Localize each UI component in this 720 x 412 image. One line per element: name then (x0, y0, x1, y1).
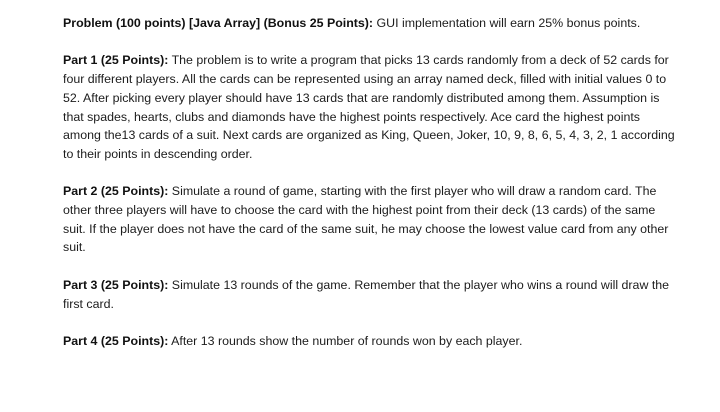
part-4-heading: Part 4 (25 Points): (63, 333, 169, 348)
part-2-heading: Part 2 (25 Points): (63, 184, 169, 199)
problem-intro-text: GUI implementation will earn 25% bonus points. (373, 16, 641, 30)
part-4-text: After 13 rounds show the number of rounds won by each player. (168, 333, 523, 348)
part-3-heading: Part 3 (25 Points): (63, 277, 169, 292)
part-1-heading: Part 1 (25 Points): (63, 53, 169, 68)
part-4-paragraph (63, 332, 680, 351)
part-3-paragraph (63, 276, 680, 313)
part-2-text: Simulate a round of game, starting with the first player who will draw a random card. The other three players will have to choose the card with the highest point from their deck (13 cards) of the same suit. If the player does not have the card of the same suit, he may choose the lowest value card from any other suit. (63, 184, 669, 255)
problem-intro (63, 14, 680, 33)
part-1-text: The problem is to write a program that picks 13 cards randomly from a deck of 52 cards for four different players. All the cards can be represented using an array named deck, filled with initial values 0 to 52. After picking every player should have 13 cards that are randomly distributed among them. Assumption is that spades, hearts, clubs and diamonds have the highest points respectively. Ace card the highest points among the13 cards of a suit. Next cards are organized as King, Queen, Joker, 10, 9, 8, 6, 5, 4, 3, 2, 1 according to their points in descending order. (63, 53, 675, 161)
problem-heading: Problem (100 points) [Java Array] (Bonus 25 Points): (63, 16, 374, 30)
part-3-text: Simulate 13 rounds of the game. Remember that the player who wins a round will draw the first card. (63, 277, 670, 311)
part-1-paragraph (63, 51, 680, 163)
part-2-paragraph (63, 182, 680, 257)
